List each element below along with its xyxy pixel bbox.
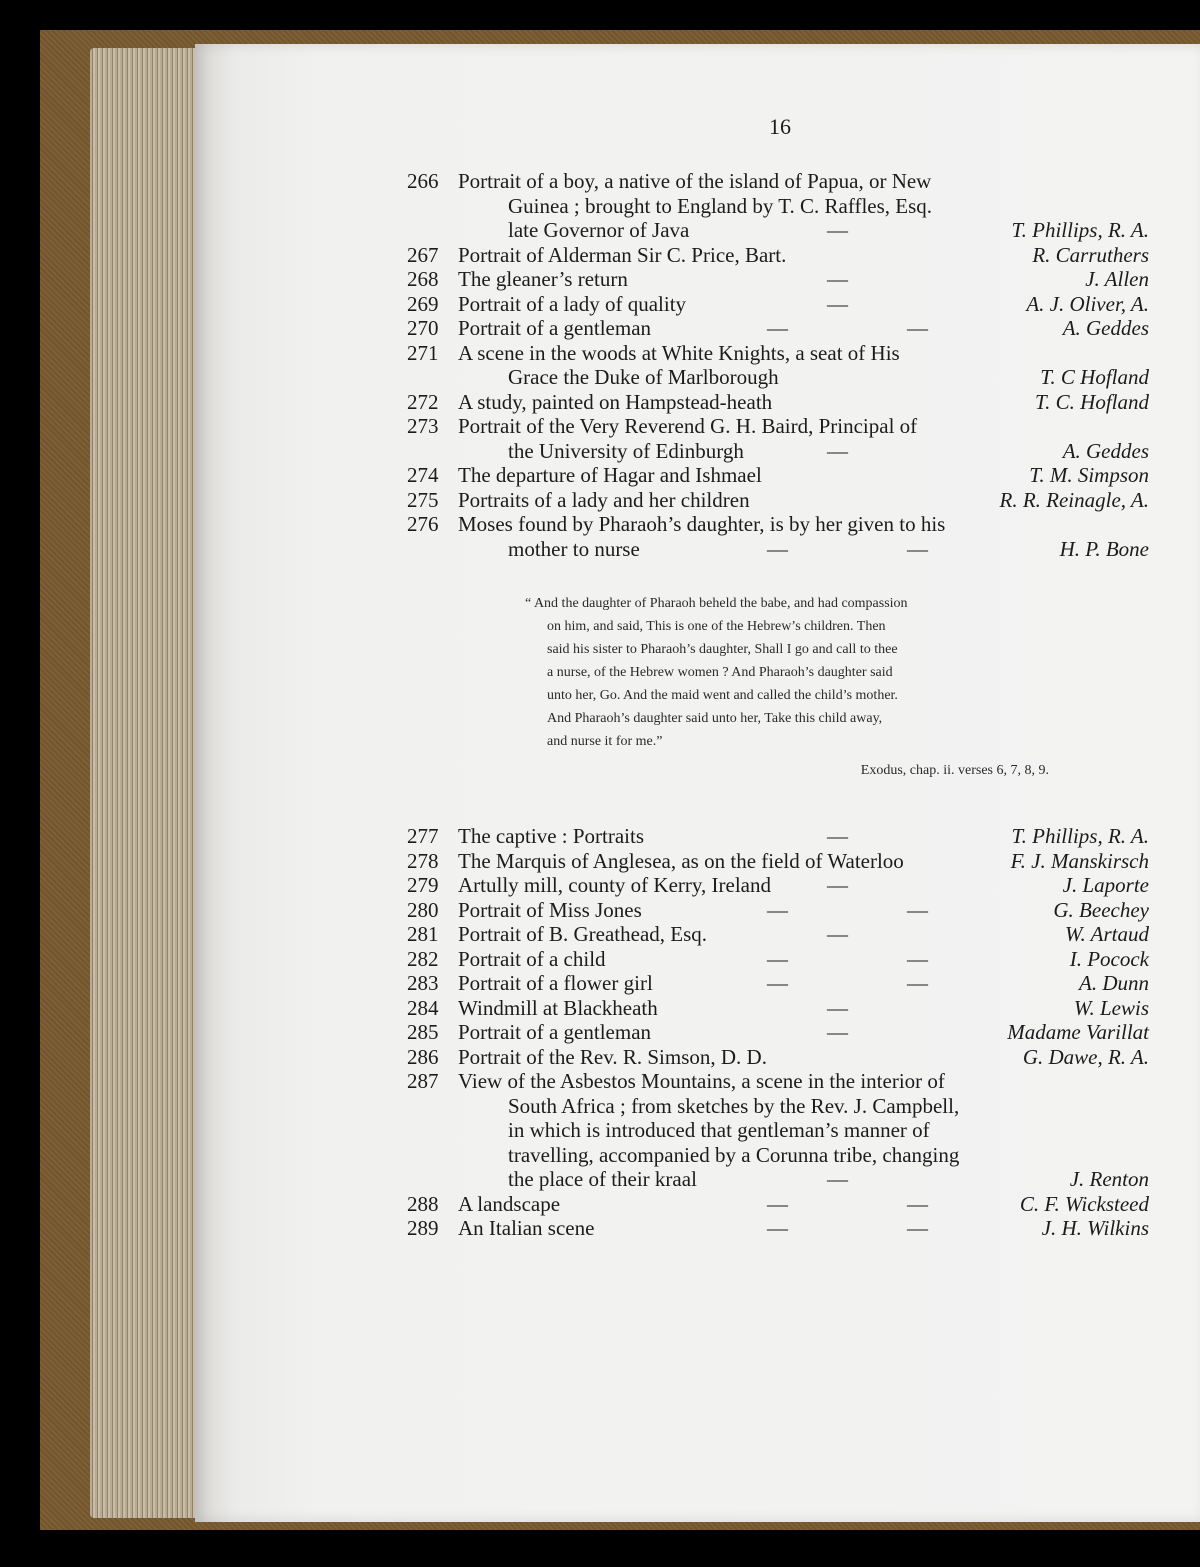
entry-title-continued: South Africa ; from sketches by the Rev. J. Campbell, — [508, 1093, 960, 1118]
entry-number: 281 — [407, 922, 439, 946]
artist-name: F. J. Manskirsch — [1010, 848, 1149, 873]
entry-title: Portrait of the Rev. R. Simson, D. D. — [458, 1044, 767, 1069]
entry-number: 267 — [407, 242, 439, 267]
entry-title-continued: mother to nurse — [508, 536, 640, 561]
artist-name: A. J. Oliver, A. — [1026, 291, 1149, 316]
leader-dash: — — [767, 316, 788, 340]
leader-dash: — — [767, 1216, 788, 1240]
artist-name: H. P. Bone — [1059, 536, 1149, 561]
entry-number: 284 — [407, 995, 439, 1020]
entry-line — [407, 341, 1157, 366]
entry-title: Portrait of Alderman Sir C. Price, Bart. — [458, 242, 787, 267]
entry-number: 280 — [407, 897, 439, 922]
catalogue-entry — [407, 243, 1157, 268]
entry-title-continued: Guinea ; brought to England by T. C. Raffles, Esq. — [508, 193, 933, 218]
entry-number: 275 — [407, 487, 439, 512]
leader-dash: — — [907, 971, 928, 995]
entry-line — [407, 537, 1157, 562]
leader-dash: — — [827, 438, 848, 463]
entry-line — [407, 292, 1157, 317]
leader-dash: — — [827, 1167, 848, 1191]
entry-number: 273 — [407, 414, 439, 438]
artist-name: Madame Varillat — [1007, 1020, 1149, 1044]
entry-number: 278 — [407, 848, 439, 873]
quote-line: And Pharaoh’s daughter said unto her, Take this child away, — [547, 711, 883, 726]
entry-title: Moses found by Pharaoh’s daughter, is by her given to his — [458, 512, 946, 536]
leader-dash: — — [767, 536, 788, 561]
catalogue-entry — [407, 1216, 1157, 1241]
leader-dash: — — [907, 897, 928, 922]
catalogue-entry — [407, 390, 1157, 415]
artist-name: A. Dunn — [1079, 971, 1149, 995]
leader-dash: — — [907, 536, 928, 561]
leader-dash: — — [907, 316, 928, 340]
entry-title: The Marquis of Anglesea, as on the field of Waterloo — [458, 848, 904, 873]
entry-title-continued: late Governor of Java — [508, 218, 690, 242]
catalogue-entry — [407, 463, 1157, 488]
catalogue-entry — [407, 947, 1157, 972]
entry-line — [407, 169, 1157, 194]
artist-name: A. Geddes — [1062, 438, 1149, 463]
artist-name: J. Renton — [1069, 1167, 1149, 1191]
leader-dash: — — [767, 1191, 788, 1216]
quote-line: unto her, Go. And the maid went and called the child’s mother. — [547, 688, 898, 703]
entry-line — [407, 267, 1157, 292]
quote-source: Exodus, chap. ii. verses 6, 7, 8, 9. — [860, 763, 1049, 778]
entry-line — [407, 512, 1157, 537]
catalogue-entry — [407, 488, 1157, 513]
catalogue-entry — [407, 922, 1157, 947]
entry-line — [407, 824, 1157, 849]
catalogue-entry — [407, 824, 1157, 849]
entry-title: Portraits of a lady and her children — [458, 487, 750, 512]
entry-title: Portrait of a child — [458, 946, 606, 971]
leader-dash: — — [827, 267, 848, 291]
entry-number: 288 — [407, 1191, 439, 1216]
entry-title: Portrait of a lady of quality — [458, 291, 687, 316]
entry-line — [407, 439, 1157, 464]
entry-line — [407, 873, 1157, 898]
leader-dash: — — [827, 873, 848, 897]
entry-number: 269 — [407, 291, 439, 316]
entry-line — [407, 1192, 1157, 1217]
entry-title: Portrait of a boy, a native of the island of Papua, or New — [458, 169, 932, 193]
entry-title-continued: Grace the Duke of Marlborough — [508, 365, 779, 389]
artist-name: G. Beechey — [1053, 897, 1149, 922]
entry-title: A study, painted on Hampstead-heath — [458, 389, 773, 414]
entry-number: 266 — [407, 169, 439, 193]
entry-title: A scene in the woods at White Knights, a seat of His — [458, 340, 900, 365]
leader-dash: — — [907, 1191, 928, 1216]
entry-title: The departure of Hagar and Ishmael — [458, 463, 762, 487]
entry-number: 274 — [407, 463, 439, 487]
leader-dash: — — [827, 824, 848, 848]
entry-number: 286 — [407, 1044, 439, 1069]
entry-line — [407, 390, 1157, 415]
catalogue-entry — [407, 971, 1157, 996]
catalogue-entry — [407, 898, 1157, 923]
entry-title: The captive : Portraits — [458, 824, 645, 848]
artist-name: W. Artaud — [1064, 922, 1149, 946]
entry-line — [407, 365, 1157, 390]
entry-number: 282 — [407, 946, 439, 971]
entry-line — [407, 996, 1157, 1021]
entry-number: 272 — [407, 389, 439, 414]
catalogue-entry — [407, 849, 1157, 874]
artist-name: J. Allen — [1085, 267, 1149, 291]
entry-title: An Italian scene — [458, 1216, 595, 1240]
leader-dash: — — [907, 946, 928, 971]
entry-title: Portrait of a gentleman — [458, 316, 652, 340]
quote-line: on him, and said, This is one of the Hebrew’s children. Then — [547, 619, 886, 634]
leader-dash: — — [827, 995, 848, 1020]
entry-line — [407, 1118, 1157, 1143]
entry-number: 270 — [407, 316, 439, 340]
entry-line — [407, 971, 1157, 996]
entry-title: Portrait of Miss Jones — [458, 897, 642, 922]
artist-name: R. Carruthers — [1032, 242, 1149, 267]
entry-number: 268 — [407, 267, 439, 291]
artist-name: A. Geddes — [1062, 316, 1149, 340]
entry-title: Portrait of the Very Reverend G. H. Baird, Principal of — [458, 414, 918, 438]
entry-title-continued: the University of Edinburgh — [508, 438, 744, 463]
entry-line — [407, 218, 1157, 243]
artist-name: C. F. Wicksteed — [1019, 1191, 1149, 1216]
artist-name: T. M. Simpson — [1029, 463, 1149, 487]
entry-line — [407, 947, 1157, 972]
entry-line — [407, 898, 1157, 923]
entry-line — [407, 243, 1157, 268]
entry-line — [407, 488, 1157, 513]
artist-name: T. C. Hofland — [1035, 389, 1149, 414]
entry-title: Portrait of a flower girl — [458, 971, 653, 995]
leader-dash: — — [827, 922, 848, 946]
leader-dash: — — [827, 1020, 848, 1044]
entry-title-continued: the place of their kraal — [508, 1167, 697, 1191]
leader-dash: — — [767, 971, 788, 995]
scripture-quote — [525, 592, 1085, 782]
leader-dash: — — [767, 897, 788, 922]
catalogue-entry — [407, 1045, 1157, 1070]
quote-line: a nurse, of the Hebrew women ? And Pharaoh’s daughter said — [547, 665, 893, 680]
quote-line: “ And the daughter of Pharaoh beheld the babe, and had compassion — [525, 596, 908, 611]
entry-number: 271 — [407, 340, 439, 365]
entry-title: Portrait of a gentleman — [458, 1020, 652, 1044]
entry-line — [407, 1216, 1157, 1241]
artist-name: W. Lewis — [1073, 995, 1149, 1020]
quote-line: said his sister to Pharaoh’s daughter, Shall I go and call to thee — [547, 642, 898, 657]
entry-line — [407, 463, 1157, 488]
entry-title: Artully mill, county of Kerry, Ireland — [458, 873, 771, 897]
catalogue-entry — [407, 512, 1157, 561]
leader-dash: — — [827, 291, 848, 316]
artist-name: J. Laporte — [1062, 873, 1149, 897]
entry-title-continued: travelling, accompanied by a Corunna tribe, changing — [508, 1142, 960, 1167]
entry-number: 276 — [407, 512, 439, 536]
quote-line: and nurse it for me.” — [547, 734, 663, 749]
catalogue-entry — [407, 996, 1157, 1021]
leader-dash: — — [827, 218, 848, 242]
entry-number: 279 — [407, 873, 439, 897]
entry-line — [407, 414, 1157, 439]
entry-line — [407, 922, 1157, 947]
catalogue-entry — [407, 414, 1157, 463]
entry-line — [407, 1094, 1157, 1119]
entry-line — [407, 1069, 1157, 1094]
entry-title: Portrait of B. Greathead, Esq. — [458, 922, 708, 946]
artist-name: T. Phillips, R. A. — [1011, 824, 1149, 848]
entry-title: A landscape — [458, 1191, 561, 1216]
entry-number: 287 — [407, 1069, 439, 1093]
catalogue-entry — [407, 341, 1157, 390]
entry-number: 289 — [407, 1216, 439, 1240]
entry-line — [407, 1020, 1157, 1045]
catalogue-entry — [407, 267, 1157, 292]
page-number: 16 — [769, 114, 791, 139]
entry-number: 277 — [407, 824, 439, 848]
artist-name: R. R. Reinagle, A. — [999, 487, 1149, 512]
entry-title: Windmill at Blackheath — [458, 995, 658, 1020]
catalogue-entry — [407, 292, 1157, 317]
entry-number: 283 — [407, 971, 439, 995]
catalogue-entry — [407, 1020, 1157, 1045]
entry-line — [407, 1143, 1157, 1168]
artist-name: I. Pocock — [1069, 946, 1149, 971]
artist-name: T. C Hofland — [1040, 365, 1149, 389]
entry-title-continued: in which is introduced that gentleman’s manner of — [508, 1118, 930, 1142]
catalogue-entry — [407, 316, 1157, 341]
catalogue-entry — [407, 169, 1157, 243]
entry-title: The gleaner’s return — [458, 267, 628, 291]
entry-line — [407, 194, 1157, 219]
artist-name: T. Phillips, R. A. — [1011, 218, 1149, 242]
entry-line — [407, 316, 1157, 341]
catalogue-entry — [407, 873, 1157, 898]
entry-line — [407, 1167, 1157, 1192]
artist-name: J. H. Wilkins — [1041, 1216, 1149, 1240]
entry-line — [407, 849, 1157, 874]
catalogue-entry — [407, 1192, 1157, 1217]
leader-dash: — — [767, 946, 788, 971]
leader-dash: — — [907, 1216, 928, 1240]
artist-name: G. Dawe, R. A. — [1022, 1044, 1149, 1069]
catalogue-entry — [407, 1069, 1157, 1192]
entry-title: View of the Asbestos Mountains, a scene in the interior of — [458, 1069, 945, 1093]
entry-number: 285 — [407, 1020, 439, 1044]
entry-line — [407, 1045, 1157, 1070]
page-edges — [90, 48, 210, 1518]
